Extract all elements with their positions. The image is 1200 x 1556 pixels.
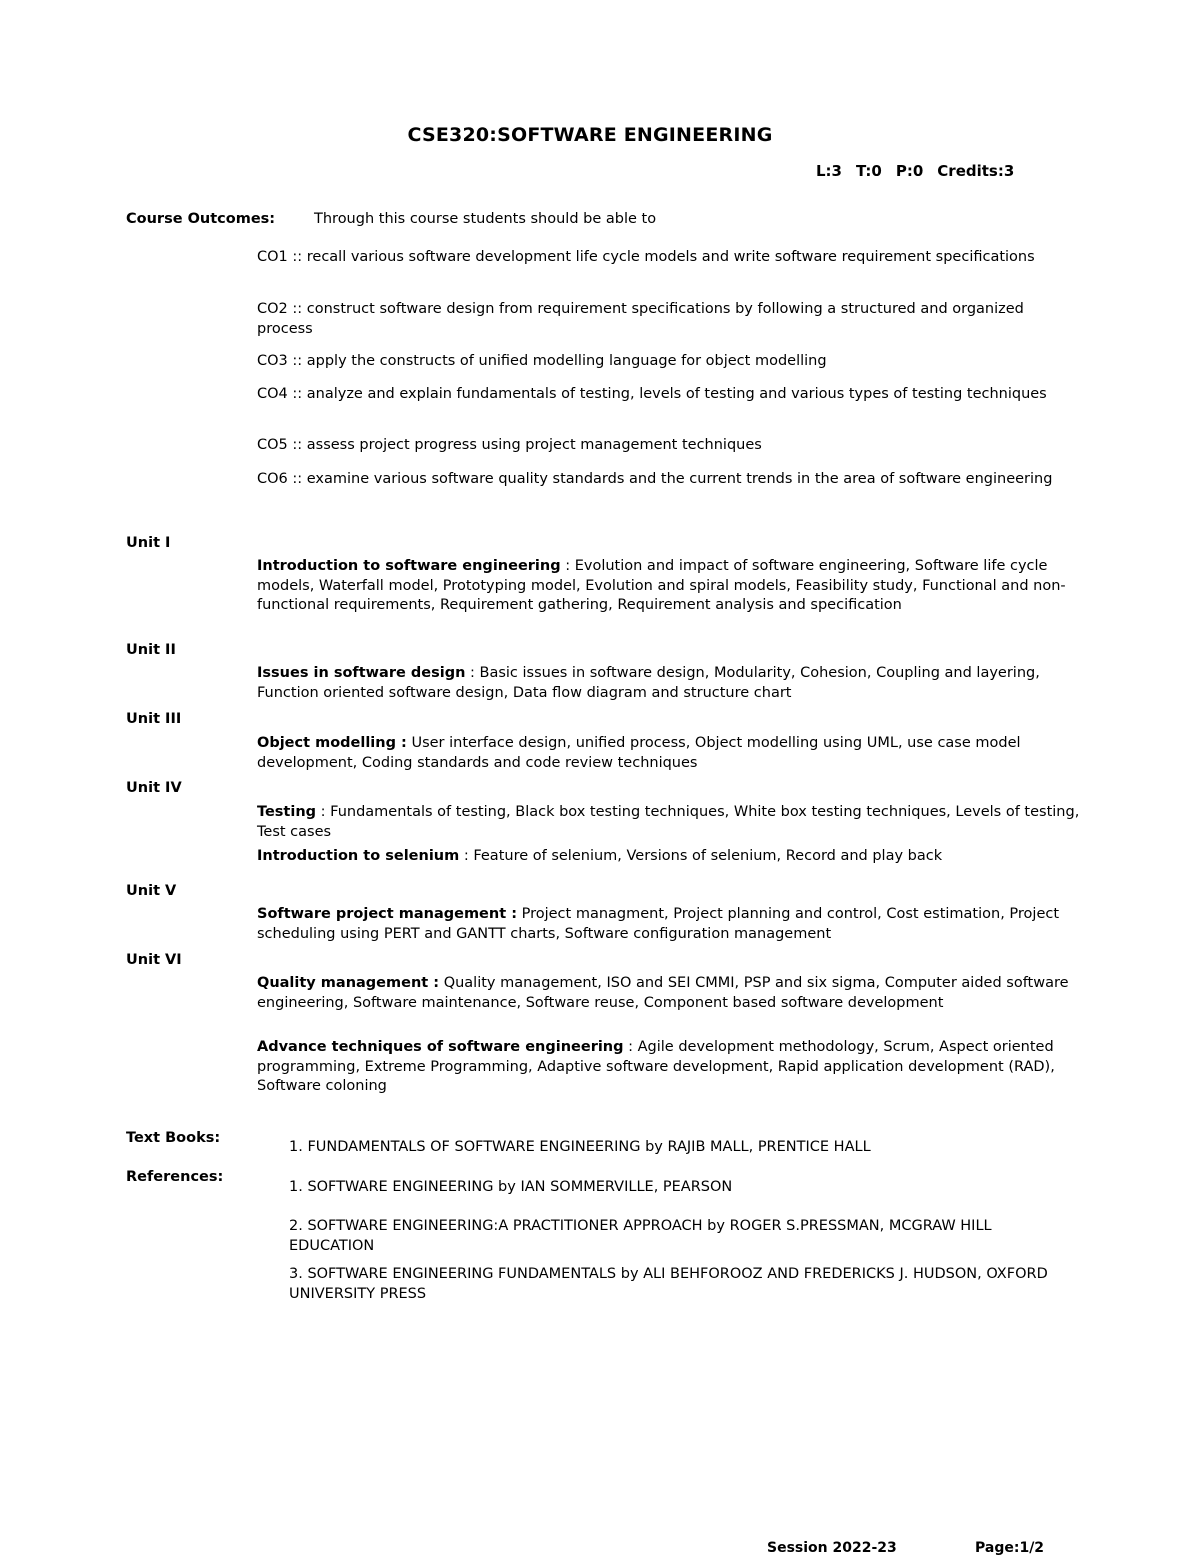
unit-label: Unit III xyxy=(126,711,182,727)
topic-text: Fundamentals of testing, Black box testing techniques, White box testing techniques, Levels of testing, Test cases xyxy=(257,804,1080,840)
topic-separator: : xyxy=(465,665,480,681)
text-book-item: 1. FUNDAMENTALS OF SOFTWARE ENGINEERING by RAJIB MALL, PRENTICE HALL xyxy=(289,1139,871,1155)
unit-topic xyxy=(257,974,1077,1013)
unit-label: Unit I xyxy=(126,535,171,551)
topic-heading: Introduction to selenium xyxy=(257,848,460,864)
topic-heading: Software project management : xyxy=(257,906,517,922)
course-outcome-item: CO3 :: apply the constructs of unified modelling language for object modelling xyxy=(257,353,827,369)
unit-topic xyxy=(257,847,1077,867)
topic-heading: Issues in software design xyxy=(257,665,466,681)
topic-text: Evolution and impact of software engineering, Software life cycle models, Waterfall model, Prototyping model, Evolution and spiral models, Feasibility study, Functional and non-functional requirements, Requirement gathering, Requirement analysis and specification xyxy=(257,558,1066,613)
topic-text: User interface design, unified process, Object modelling using UML, use case model development, Coding standards and code review techniques xyxy=(257,735,1021,771)
unit-topic xyxy=(257,664,1077,703)
unit-topic xyxy=(257,905,1077,944)
reference-item: 2. SOFTWARE ENGINEERING:A PRACTITIONER APPROACH by ROGER S.PRESSMAN, MCGRAW HILL EDUCATION xyxy=(289,1218,992,1254)
course-outcome-item: CO1 :: recall various software development life cycle models and write software requirement specifications xyxy=(257,249,1035,265)
topic-heading: Advance techniques of software engineering xyxy=(257,1039,624,1055)
course-title: CSE320:SOFTWARE ENGINEERING xyxy=(407,124,773,146)
topic-heading: Quality management : xyxy=(257,975,440,991)
topic-heading: Object modelling : xyxy=(257,735,407,751)
unit-label: Unit IV xyxy=(126,780,182,796)
course-outcome-item: CO5 :: assess project progress using project management techniques xyxy=(257,437,762,453)
reference-item: 3. SOFTWARE ENGINEERING FUNDAMENTALS by ALI BEHFOROOZ AND FREDERICKS J. HUDSON, OXFORD UNIVERSITY PRESS xyxy=(289,1266,1048,1302)
references-label: References: xyxy=(126,1169,224,1185)
course-outcome-item: CO6 :: examine various software quality standards and the current trends in the area of software engineering xyxy=(257,471,1053,487)
course-outcome-item: CO2 :: construct software design from requirement specifications by following a structured and organized process xyxy=(257,301,1024,337)
unit-label: Unit V xyxy=(126,883,177,899)
topic-separator: : xyxy=(459,848,474,864)
page-number: Page:1/2 xyxy=(975,1540,1045,1556)
unit-label: Unit II xyxy=(126,642,176,658)
text-books-label: Text Books: xyxy=(126,1130,221,1146)
practical-hours: P:0 xyxy=(895,162,924,180)
topic-separator: : xyxy=(316,804,331,820)
session-label: Session 2022-23 xyxy=(767,1540,897,1556)
unit-topic xyxy=(257,734,1077,773)
topic-text: Agile development methodology, Scrum, Aspect oriented programming, Extreme Programming, Adaptive software development, Rapid application development (RAD), Software coloning xyxy=(257,1039,1055,1094)
unit-topic xyxy=(257,557,1077,616)
topic-heading: Introduction to software engineering xyxy=(257,558,561,574)
lecture-hours: L:3 xyxy=(816,162,842,180)
topic-separator: : xyxy=(560,558,575,574)
course-outcome-item: CO4 :: analyze and explain fundamentals of testing, levels of testing and various types of testing techniques xyxy=(257,386,1047,402)
tutorial-hours: T:0 xyxy=(856,162,882,180)
topic-text: Quality management, ISO and SEI CMMI, PSP and six sigma, Computer aided software engineering, Software maintenance, Software reuse, Component based software development xyxy=(257,975,1069,1011)
topic-text: Basic issues in software design, Modularity, Cohesion, Coupling and layering, Function oriented software design, Data flow diagram and structure chart xyxy=(257,665,1040,701)
topic-separator: : xyxy=(623,1039,638,1055)
credit-info xyxy=(816,162,1028,180)
course-outcomes-label: Course Outcomes: xyxy=(126,211,276,227)
unit-topic xyxy=(257,803,1087,842)
unit-label: Unit VI xyxy=(126,952,182,968)
unit-topic xyxy=(257,1038,1077,1097)
credits: Credits:3 xyxy=(937,162,1015,180)
topic-heading: Testing xyxy=(257,804,317,820)
topic-text: Feature of selenium, Versions of selenium, Record and play back xyxy=(473,848,943,864)
reference-item: 1. SOFTWARE ENGINEERING by IAN SOMMERVILLE, PEARSON xyxy=(289,1179,733,1195)
topic-text: Project managment, Project planning and control, Cost estimation, Project scheduling using PERT and GANTT charts, Software configuration management xyxy=(257,906,1060,942)
course-outcomes-intro: Through this course students should be able to xyxy=(314,211,657,227)
